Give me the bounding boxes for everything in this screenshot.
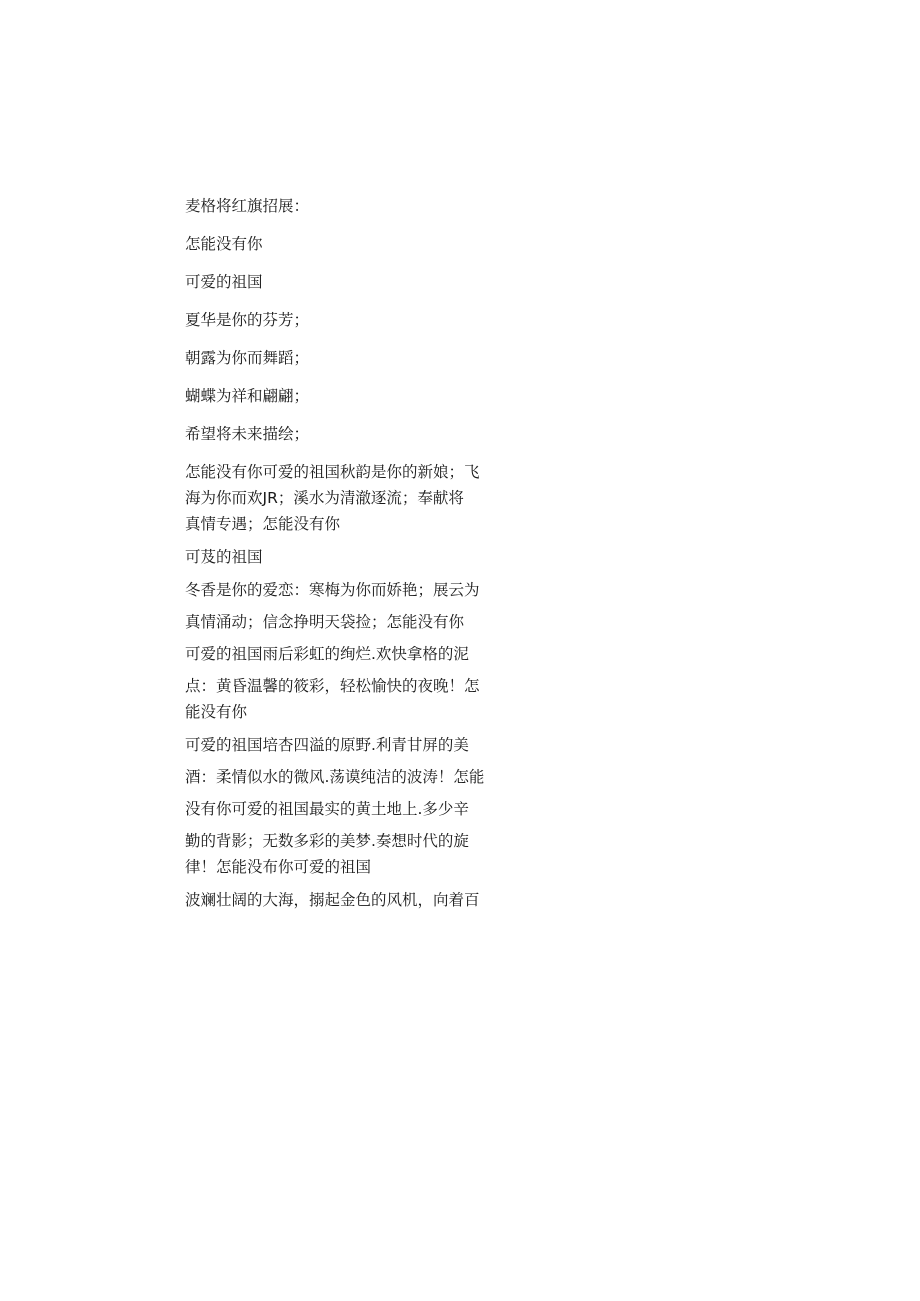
text-line: 可芨的祖国 <box>185 548 263 566</box>
text-line: 夏华是你的芬芳； <box>185 311 310 329</box>
text-line: 麦格将红旗招展： <box>185 197 310 215</box>
text-line: 蝴蝶为祥和翩翩； <box>185 387 310 405</box>
poem-text-block <box>185 196 485 910</box>
text-line: 真情专遇；怎能没有你 <box>185 515 341 533</box>
text-line: 勤的背影；无数多彩的美梦.奏想时代的旋 <box>185 832 469 850</box>
text-line: 波斓壮阔的大海，搦起金色的风机，向着百 <box>185 891 480 909</box>
text-line: 没有你可爱的祖国最实的黄土地上.多少辛 <box>185 800 469 818</box>
text-line: 律！怎能没布你可爱的祖国 <box>185 858 372 876</box>
text-line: 可爱的祖国 <box>185 273 263 291</box>
text-line: 点：黄昏温馨的筱彩，轻松愉快的夜晚！怎 <box>185 677 480 695</box>
text-line: 真情涌动；信念挣明天袋捡；怎能没有你 <box>185 613 465 631</box>
text-line: 可爱的祖国培杏四溢的原野.利青甘屏的美 <box>185 736 469 754</box>
text-line: 可爱的祖国雨后彩虹的绚烂.欢快拿格的泥 <box>185 645 469 663</box>
text-line: 能没有你 <box>185 703 248 721</box>
text-line: 怎能没有你可爱的祖国秋韵是你的新娘；飞 <box>185 463 480 481</box>
text-line: 希望将未来描绘； <box>185 425 310 443</box>
text-line: 朝露为你而舞蹈； <box>185 349 310 367</box>
text-line: 海为你而欢JR；溪水为清澈逐流；奉献将 <box>185 489 464 507</box>
text-line: 酒：柔情似水的微风.荡谟纯洁的波涛！怎能 <box>185 768 485 786</box>
text-line: 冬香是你的爱恋：寒梅为你而娇艳；展云为 <box>185 581 480 599</box>
text-line: 怎能没有你 <box>185 235 263 253</box>
